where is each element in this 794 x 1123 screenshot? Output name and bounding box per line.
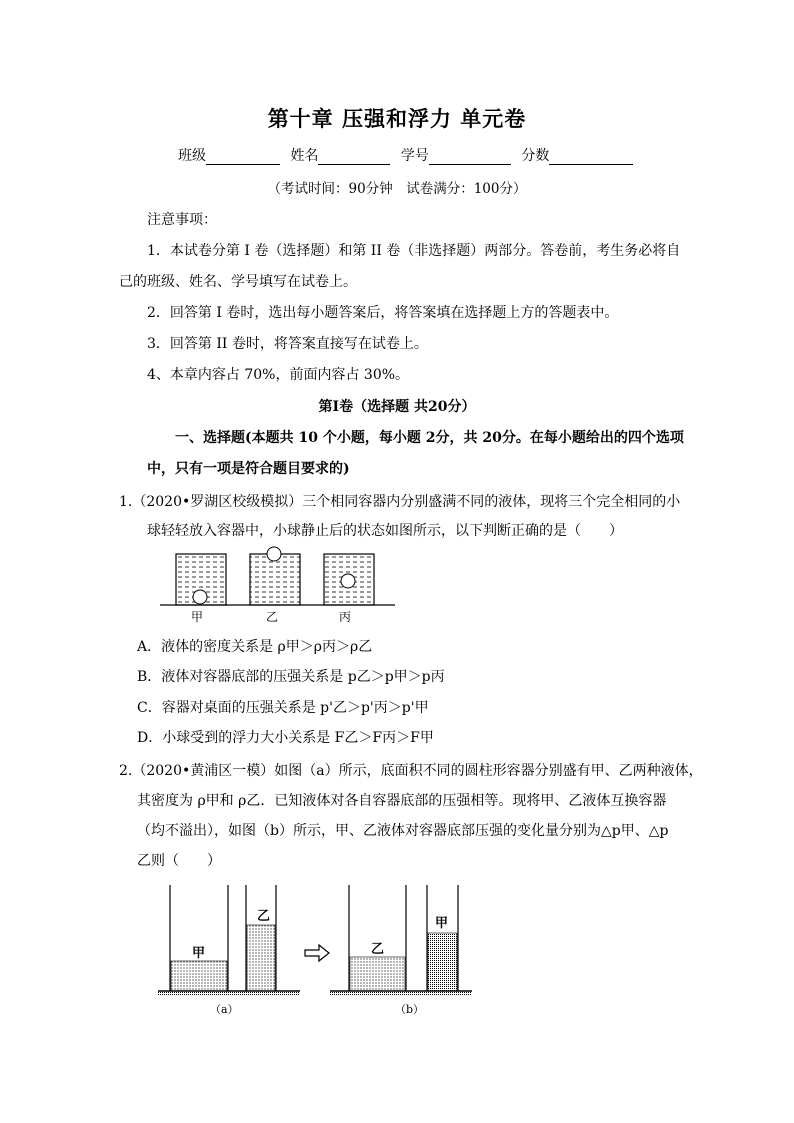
container-jia (176, 554, 226, 605)
container-yi (250, 547, 300, 605)
student-info-row (178, 145, 639, 165)
ball-jia (193, 590, 207, 604)
q1-figure (150, 540, 410, 630)
section-instruction: 一、选择题(本题共 10 个小题，每小题 2分，共 20分。在每小题给出的四个选项 (175, 430, 684, 446)
container-a-left (170, 885, 228, 991)
score-label: 分数 (521, 148, 550, 164)
label-a-yi: 乙 (257, 909, 271, 924)
label-bing: 丙 (339, 610, 352, 624)
name-blank[interactable] (318, 150, 390, 165)
score-blank[interactable] (549, 150, 633, 165)
ground-a (158, 991, 300, 995)
caption-b: （b） (395, 1003, 425, 1016)
note-item: 2．回答第 I 卷时，选出每小题答案后，将答案填在选择题上方的答题表中。 (147, 305, 619, 321)
class-label: 班级 (178, 148, 206, 164)
note-item: 1．本试卷分第 I 卷（选择题）和第 II 卷（非选择题）两部分。答卷前，考生务必将自 (147, 243, 681, 259)
page-title: 第十章 压强和浮力 单元卷 (267, 106, 527, 131)
ground-b (330, 991, 472, 995)
question-2-stem: 乙则（ ） (137, 853, 221, 869)
question-2-stem: （均不溢出），如图（b）所示，甲、乙液体对容器底部压强的变化量分别为△p甲、△p (137, 823, 669, 839)
arrow-icon (305, 945, 329, 961)
question-2-stem: 其密度为 ρ甲和 ρ乙．已知液体对各自容器底部的压强相等。现将甲、乙液体互换容器 (137, 793, 667, 809)
student-id-blank[interactable] (429, 150, 511, 165)
q1-option-a[interactable]: A．液体的密度关系是 ρ甲＞ρ丙＞ρ乙 (137, 639, 373, 655)
section-title: 第Ⅰ卷（选择题 共20分） (318, 399, 476, 415)
question-2-stem: 2.（2020•黄浦区一模）如图（a）所示，底面积不同的圆柱形容器分别盛有甲、乙两种液体， (119, 763, 703, 779)
class-blank[interactable] (206, 150, 280, 165)
container-b-right (427, 885, 458, 991)
question-1-stem: 球轻轻放入容器中，小球静止后的状态如图所示，以下判断正确的是（ ） (147, 523, 623, 539)
label-yi: 乙 (266, 610, 279, 624)
exam-info: （考试时间：90分钟 试卷满分：100分） (267, 181, 527, 197)
label-a-jia: 甲 (192, 946, 206, 961)
q1-option-d[interactable]: D．小球受到的浮力大小关系是 F乙＞F丙＞F甲 (137, 730, 434, 746)
q1-option-b[interactable]: B．液体对容器底部的压强关系是 p乙＞p甲＞p丙 (137, 669, 445, 685)
caption-a: （a） (210, 1003, 239, 1016)
note-item: 3．回答第 II 卷时，将答案直接写在试卷上。 (147, 336, 428, 352)
note-item: 己的班级、姓名、学号填写在试卷上。 (119, 274, 357, 290)
notes-heading: 注意事项： (147, 212, 217, 228)
section-instruction: 中，只有一项是符合题目要求的) (147, 461, 350, 477)
label-b-jia: 甲 (435, 916, 449, 931)
q1-option-c[interactable]: C．容器对桌面的压强关系是 p'乙＞p'丙＞p'甲 (137, 700, 429, 716)
note-item: 4、本章内容占 70%，前面内容占 30%。 (147, 367, 410, 383)
container-bing (324, 554, 374, 605)
student-id-label: 学号 (400, 148, 429, 164)
label-b-yi: 乙 (371, 942, 385, 957)
ball-yi (267, 547, 281, 561)
name-label: 姓名 (290, 148, 319, 164)
label-jia: 甲 (191, 610, 204, 624)
question-1-stem: 1.（2020•罗湖区校级模拟）三个相同容器内分别盛满不同的液体，现将三个完全相同的小 (119, 494, 681, 510)
container-a-right (246, 885, 276, 991)
ball-bing (341, 574, 355, 588)
